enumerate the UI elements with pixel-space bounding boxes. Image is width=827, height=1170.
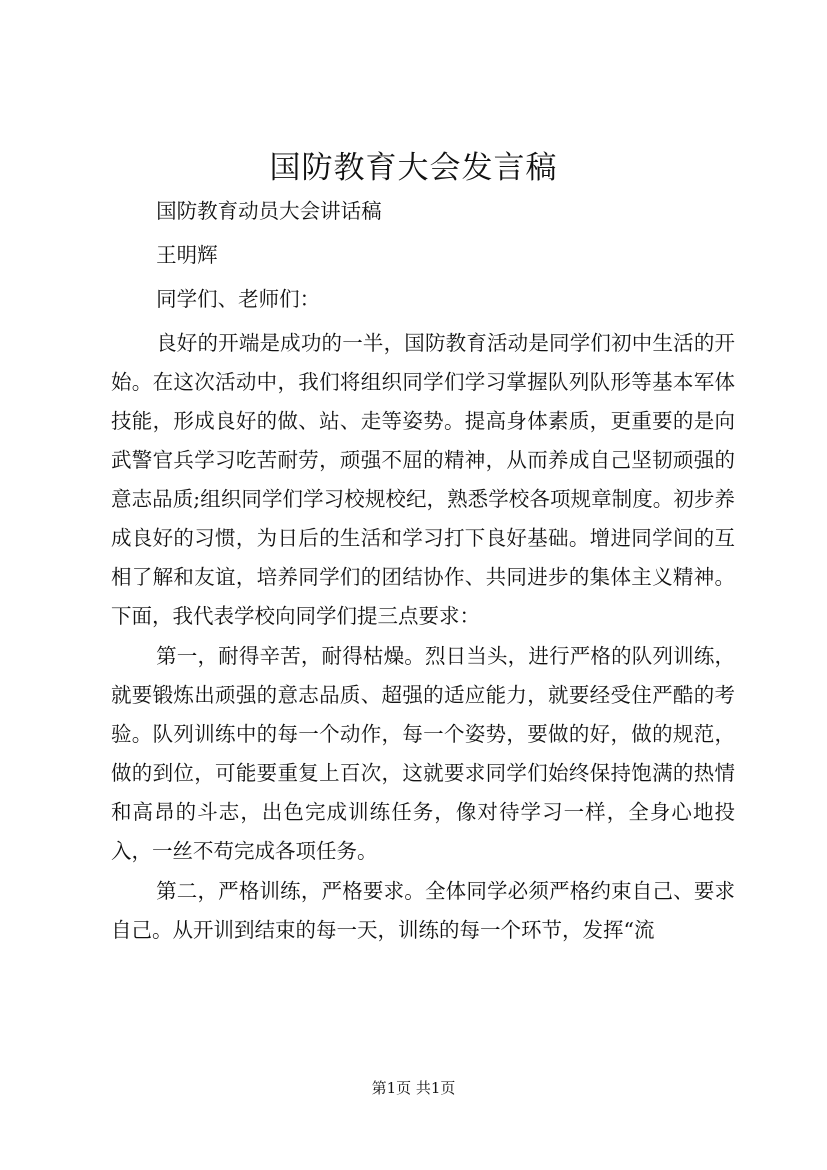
document-body [111,192,735,951]
document-title: 国防教育大会发言稿 [269,150,558,186]
page-number-indicator: 第1页 共1页 [371,1079,456,1097]
salutation: 同学们、老师们： [156,287,321,311]
paragraph-second-requirement: 第二，严格训练，严格要求。全体同学必须严格约束自己、要求自己。从开训到结束的每一天，训练的每一个环节，发挥“流 [111,879,735,942]
document-subtitle: 国防教育动员大会讲话稿 [156,199,382,223]
page-footer [0,1077,827,1099]
paragraph-intro: 良好的开端是成功的一半，国防教育活动是同学们初中生活的开始。在这次活动中，我们将组织同学们学习掌握队列队形等基本军体技能，形成良好的做、站、走等姿势。提高身体素质，更重要的是向武警官兵学习吃苦耐劳，顽强不屈的精神，从而养成自己坚韧顽强的意志品质;组织同学们学习校规校纪，熟悉学校各项规章制度。初步养成良好的习惯，为日后的生活和学习打下良好基础。增进同学间的互相了解和友谊，培养同学们的团结协作、共同进步的集体主义精神。下面，我代表学校向同学们提三点要求： [111,331,735,628]
paragraph-first-requirement: 第一，耐得辛苦，耐得枯燥。烈日当头，进行严格的队列训练，就要锻炼出顽强的意志品质、超强的适应能力，就要经受住严酷的考验。队列训练中的每一个动作，每一个姿势，要做的好，做的规范，做的到位，可能要重复上百次，这就要求同学们始终保持饱满的热情和高昂的斗志，出色完成训练任务，像对待学习一样，全身心地投入，一丝不苟完成各项任务。 [111,644,735,863]
author-name: 王明辉 [156,243,218,267]
